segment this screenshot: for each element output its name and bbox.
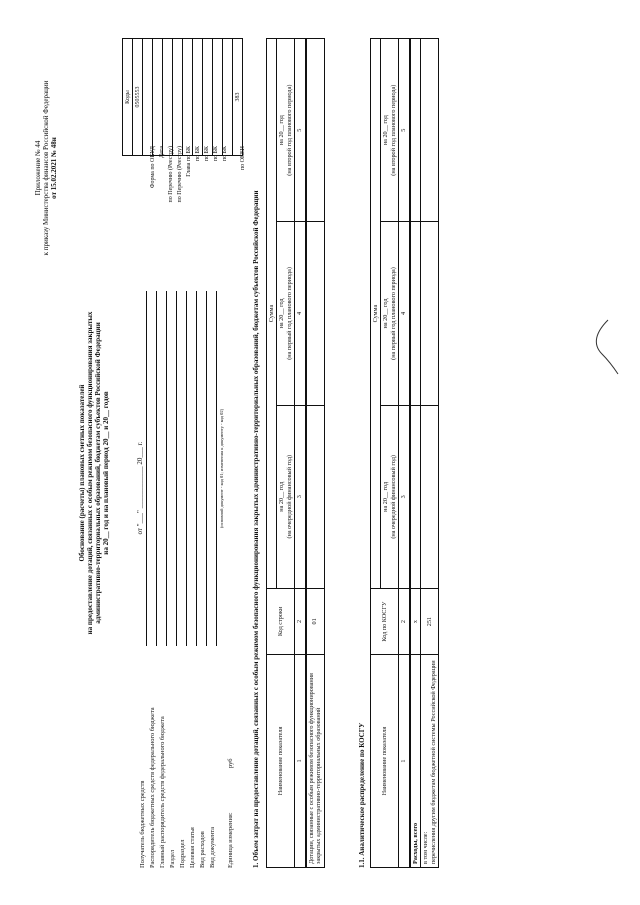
col-header-year-1 bbox=[277, 405, 295, 588]
year-1-sub: (на очередной финансовый год) bbox=[285, 454, 293, 539]
column-number: 1 bbox=[399, 654, 410, 867]
pen-mark bbox=[410, 345, 450, 385]
section-1-1-table bbox=[370, 38, 439, 868]
code-value: 0505553 bbox=[133, 38, 143, 155]
title-line-4: на 20__ год и на плановый период 20__ и 20__ годов bbox=[102, 390, 111, 555]
year-2-label: на 20__ год bbox=[382, 298, 390, 328]
year-2-sub: (на первый год планового периода) bbox=[285, 266, 293, 360]
document-title bbox=[78, 268, 110, 678]
column-number: 1 bbox=[295, 654, 306, 867]
year-1-label: на 20__ год bbox=[382, 481, 390, 512]
requisite-label: Раздел bbox=[169, 849, 176, 868]
col-header-name: Наименование показателя bbox=[267, 654, 295, 867]
value-cell bbox=[410, 38, 421, 221]
pen-stroke-mark bbox=[588, 318, 622, 378]
column-number-row bbox=[295, 38, 306, 867]
column-number: 4 bbox=[399, 221, 410, 404]
codes-header: Коды bbox=[123, 38, 133, 155]
column-number: 2 bbox=[399, 588, 410, 654]
column-number: 5 bbox=[399, 38, 410, 221]
code-label: Дата bbox=[159, 145, 165, 158]
table-header-row bbox=[267, 38, 277, 867]
total-code: x bbox=[410, 588, 421, 654]
code-label: по ОКЕИ bbox=[240, 145, 246, 170]
year-1-sub: (на очередной финансовый год) bbox=[389, 454, 397, 539]
code-value bbox=[193, 38, 203, 155]
code-value bbox=[153, 38, 163, 155]
requisite-row bbox=[208, 268, 218, 868]
value-cell bbox=[306, 405, 324, 588]
code-label: по Перечню (Реестру) bbox=[177, 145, 183, 202]
section-1-title: 1. Объем затрат на предоставление дотаций, связанных с особым режимом безопасного функционирования закрытых административно-территориальных образований, бюджетам субъектов Российской Федерации bbox=[252, 190, 260, 868]
requisite-label: Вид документа bbox=[209, 826, 216, 868]
unit-row bbox=[226, 268, 236, 868]
annex-number: Приложение № 44 bbox=[34, 140, 42, 195]
year-2-sub: (на первый год планового периода) bbox=[389, 266, 397, 360]
code-label: по БК bbox=[222, 145, 228, 161]
requisite-row bbox=[148, 268, 158, 868]
requisite-label: Главный распорядитель средств федерального бюджета bbox=[159, 715, 166, 868]
annex-order: к приказу Министерства финансов Российской Федерации bbox=[42, 80, 51, 255]
fill-line bbox=[146, 291, 147, 646]
section-1-1-title: 1.1. Аналитическое распределение по КОСГУ bbox=[358, 722, 366, 868]
row-name-text: перечисления другим бюджетам бюджетной системы Российской Федерации bbox=[429, 659, 437, 864]
fill-line bbox=[176, 291, 177, 646]
code-value bbox=[163, 38, 173, 155]
requisite-label: Вид расходов bbox=[199, 830, 206, 868]
column-number: 5 bbox=[295, 38, 306, 221]
code-label: по БК bbox=[195, 145, 201, 161]
title-line-2: на предоставление дотаций, связанных с особым режимом безопасного функционирования закрытых bbox=[86, 311, 95, 634]
value-cell bbox=[410, 405, 421, 588]
section-1-table bbox=[266, 38, 325, 868]
code-value bbox=[143, 38, 153, 155]
year-2-label: на 20__ год bbox=[278, 297, 286, 328]
table-row bbox=[306, 38, 324, 867]
requisite-label: Получатель бюджетных средств bbox=[139, 780, 146, 868]
annex-date: от 15.02.2021 № 48н bbox=[50, 136, 59, 199]
col-header-sum: Сумма bbox=[267, 38, 277, 588]
column-number: 2 bbox=[295, 588, 306, 654]
column-number: 4 bbox=[295, 221, 306, 404]
value-cell bbox=[306, 221, 324, 404]
value-cell bbox=[306, 38, 324, 221]
title-line-1: Обоснование (расчеты) плановых сметных показателей bbox=[78, 384, 86, 561]
code-value bbox=[173, 38, 183, 155]
column-number-row bbox=[399, 38, 410, 867]
requisite-row bbox=[188, 268, 198, 868]
requisite-row bbox=[138, 268, 148, 868]
col-header-code: Код строки bbox=[267, 588, 295, 654]
year-3-label: на 20__ год bbox=[382, 114, 390, 145]
year-1-label: на 20__ год bbox=[278, 481, 286, 512]
value-cell bbox=[421, 38, 439, 221]
table-row bbox=[421, 38, 439, 867]
rotated-sheet bbox=[20, 18, 620, 888]
code-value bbox=[183, 38, 193, 155]
code-value: 383 bbox=[233, 38, 243, 155]
col-header-sum: Сумма bbox=[371, 38, 381, 588]
incl-label: в том числе: bbox=[422, 831, 430, 864]
codes-labels bbox=[138, 146, 248, 246]
code-value bbox=[223, 38, 233, 155]
requisite-row bbox=[178, 268, 188, 868]
unit-value: руб bbox=[227, 758, 234, 768]
doc-type-hint: (основной документ - код 01; изменения к документу - код 02) bbox=[219, 408, 224, 528]
column-number: 3 bbox=[399, 405, 410, 588]
year-3-label: на 20__ год bbox=[278, 114, 286, 145]
code-label: по Перечню (Реестру) bbox=[168, 145, 174, 202]
table-header-row bbox=[371, 38, 381, 867]
fill-line bbox=[186, 291, 187, 646]
col-header-year-2 bbox=[381, 221, 399, 404]
fill-line bbox=[166, 291, 167, 646]
code-label: Глава по БК bbox=[186, 145, 192, 177]
fill-line bbox=[216, 291, 217, 646]
row-name: Дотации, связанные с особым режимом безопасного функционирования закрытых административно-территориальных образований bbox=[306, 654, 324, 867]
code-value bbox=[203, 38, 213, 155]
codes-table bbox=[122, 38, 243, 156]
code-value bbox=[213, 38, 223, 155]
requisite-label: Целевая статья bbox=[189, 826, 196, 868]
date-line: от "___" ____________ 20___ г. bbox=[136, 441, 144, 535]
col-header-year-1 bbox=[381, 405, 399, 588]
unit-label: Единица измерения: bbox=[227, 811, 234, 868]
requisite-row bbox=[158, 268, 168, 868]
row-name bbox=[421, 654, 439, 867]
requisite-label: Подраздел bbox=[179, 838, 186, 868]
requisite-row bbox=[198, 268, 208, 868]
fill-line bbox=[156, 291, 157, 646]
code-label: по БК bbox=[213, 145, 219, 161]
fill-line bbox=[206, 291, 207, 646]
col-header-year-2 bbox=[277, 221, 295, 404]
year-3-sub: (на второй год планового периода) bbox=[389, 84, 397, 176]
row-code: 251 bbox=[421, 588, 439, 654]
col-header-year-3 bbox=[381, 38, 399, 221]
requisites-block bbox=[138, 268, 236, 868]
title-line-3: административно-территориальных образований, бюджетам субъектов Российской Федерации bbox=[94, 321, 103, 624]
annex-header bbox=[34, 38, 58, 298]
col-header-code: Код по КОСГУ bbox=[371, 588, 399, 654]
code-label bbox=[230, 146, 239, 246]
fill-line bbox=[196, 291, 197, 646]
requisite-label: Распорядитель бюджетных средств федерального бюджета bbox=[149, 706, 156, 868]
requisite-row bbox=[168, 268, 178, 868]
column-number: 3 bbox=[295, 405, 306, 588]
total-row bbox=[410, 38, 421, 867]
doc-type-hint-row bbox=[218, 268, 226, 868]
year-3-sub: (на второй год планового периода) bbox=[285, 84, 293, 176]
total-name: Расходы, всего bbox=[410, 654, 421, 867]
col-header-year-3 bbox=[277, 38, 295, 221]
row-code: 01 bbox=[306, 588, 324, 654]
code-label: по БК bbox=[204, 145, 210, 161]
value-cell bbox=[421, 405, 439, 588]
code-label: Форма по ОКУД bbox=[150, 145, 156, 188]
col-header-name: Наименование показателя bbox=[371, 654, 399, 867]
